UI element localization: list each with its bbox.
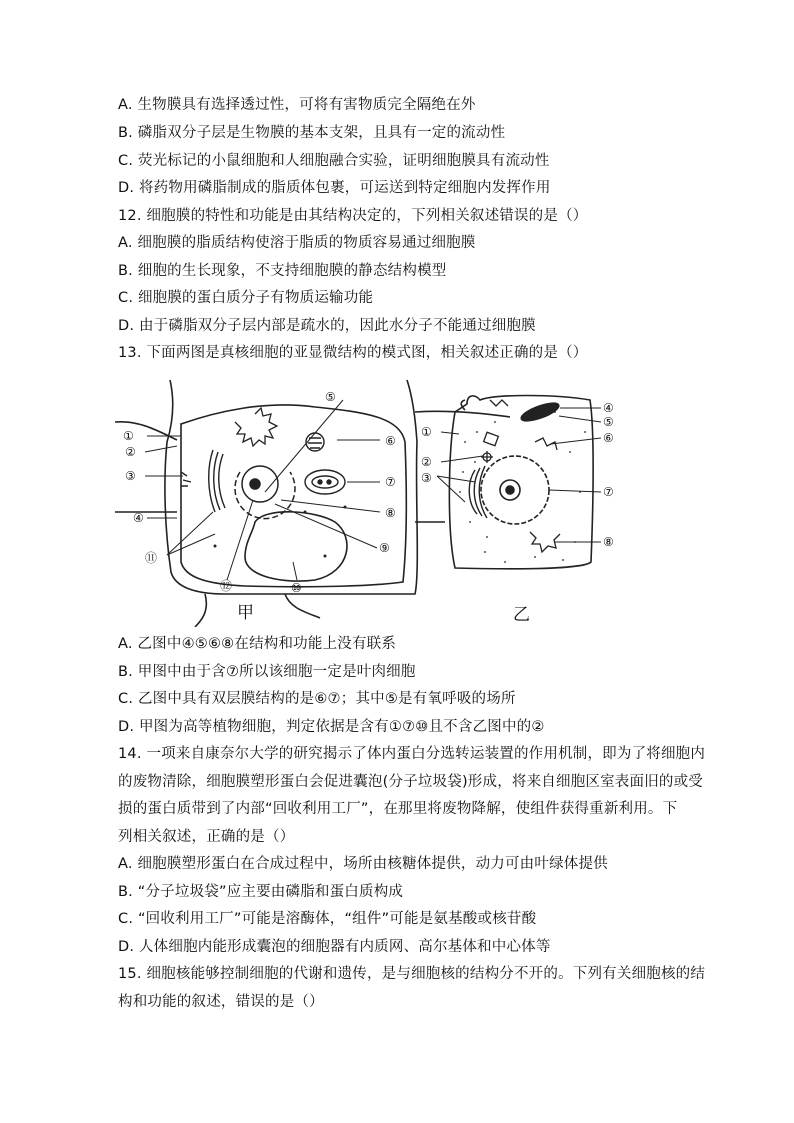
- question-stem: 13. 下面两图是真核细胞的亚显微结构的模式图，相关叙述正确的是（）: [118, 345, 588, 361]
- label-r2: ②: [421, 455, 432, 469]
- animal-er: [490, 400, 560, 552]
- option-line: D. 人体细胞内能形成囊泡的细胞器有内质网、高尔基体和中心体等: [118, 939, 551, 955]
- option-line: A. 细胞膜的脂质结构使溶于脂质的物质容易通过细胞膜: [118, 235, 476, 251]
- label-8: ⑧: [385, 506, 396, 520]
- option-line: C. 细胞膜的蛋白质分子有物质运输功能: [118, 290, 374, 306]
- animal-nucleus: [481, 456, 549, 524]
- label-r6: ⑥: [603, 431, 614, 445]
- option-line: C. 乙图中具有双层膜结构的是⑥⑦；其中⑤是有氧呼吸的场所: [118, 691, 516, 707]
- question-stem: 15. 细胞核能够控制细胞的代谢和遗传，是与细胞核的结构分不开的。下列有关细胞核的结: [118, 966, 706, 982]
- cell-diagram-figure: [115, 372, 635, 627]
- option-line: A. 细胞膜塑形蛋白在合成过程中，场所由核糖体提供，动力可由叶绿体提供: [118, 856, 608, 872]
- caption-right: 乙: [513, 605, 530, 625]
- label-7: ⑦: [385, 475, 396, 489]
- question-stem: 14. 一项来自康奈尔大学的研究揭示了体内蛋白分选转运装置的作用机制，即为了将细胞内: [118, 746, 706, 762]
- label-r5: ⑤: [603, 415, 614, 429]
- option-line: D. 将药物用磷脂制成的脂质体包裹，可运送到特定细胞内发挥作用: [118, 180, 551, 196]
- label-r3: ③: [421, 471, 432, 485]
- caption-left: 甲: [237, 603, 254, 623]
- option-line: D. 由于磷脂双分子层内部是疏水的，因此水分子不能通过细胞膜: [118, 318, 536, 334]
- option-line: C. 荧光标记的小鼠细胞和人细胞融合实验，证明细胞膜具有流动性: [118, 153, 550, 169]
- option-line: B. 磷脂双分子层是生物膜的基本支架，且具有一定的流动性: [118, 125, 506, 141]
- option-line: A. 生物膜具有选择透过性，可将有害物质完全隔绝在外: [118, 97, 476, 113]
- option-line: A. 乙图中④⑤⑥⑧在结构和功能上没有联系: [118, 636, 397, 652]
- cell-diagram-svg: [115, 372, 635, 627]
- label-r7: ⑦: [603, 485, 614, 499]
- cytoplasm-stipple: [459, 411, 586, 563]
- label-9: ⑨: [379, 541, 390, 555]
- label-3: ③: [125, 469, 136, 483]
- question-stem: 的废物清除，细胞膜塑形蛋白会促进囊泡(分子垃圾袋)形成，将来自细胞区室表面旧的或受: [118, 774, 704, 790]
- option-line: B. “分子垃圾袋”应主要由磷脂和蛋白质构成: [118, 884, 404, 900]
- option-line: B. 甲图中由于含⑦所以该细胞一定是叶肉细胞: [118, 664, 416, 680]
- question-stem: 列相关叙述，正确的是（）: [118, 829, 295, 845]
- label-4: ④: [133, 511, 144, 525]
- option-line: C. “回收利用工厂”可能是溶酶体，“组件”可能是氨基酸或核苷酸: [118, 911, 537, 927]
- label-6: ⑥: [385, 434, 396, 448]
- animal-cell: [449, 396, 593, 569]
- endoplasmic-reticulum: [235, 408, 277, 446]
- option-line: B. 细胞的生长现象，不支持细胞膜的静态结构模型: [118, 263, 447, 279]
- option-line: D. 甲图为高等植物细胞，判定依据是含有①⑦⑩且不含乙图中的②: [118, 719, 545, 735]
- label-5: ⑤: [325, 390, 336, 404]
- cell-wall-outer: [165, 380, 417, 594]
- label-10: ⑩: [291, 581, 302, 595]
- label-1: ①: [123, 429, 134, 443]
- label-r4: ④: [603, 401, 614, 415]
- label-r1: ①: [421, 425, 432, 439]
- centrosome: [481, 432, 498, 463]
- label-11: ⑪: [145, 551, 158, 565]
- label-12: ⑫: [220, 579, 233, 593]
- golgi: [181, 450, 225, 512]
- label-2: ②: [125, 445, 136, 459]
- question-stem: 12. 细胞膜的特性和功能是由其结构决定的，下列相关叙述错误的是（）: [118, 208, 588, 224]
- mitochondrion: [306, 433, 324, 451]
- nucleus: [235, 466, 295, 519]
- chloroplast: [305, 470, 345, 494]
- label-r8: ⑧: [603, 535, 614, 549]
- question-stem: 构和功能的叙述，错误的是（）: [118, 994, 324, 1010]
- vacuole: [245, 512, 347, 581]
- animal-mitochondrion: [519, 400, 561, 425]
- question-stem: 损的蛋白质带到了内部“回收利用工厂”，在那里将废物降解，使组件获得重新利用。下: [118, 801, 678, 817]
